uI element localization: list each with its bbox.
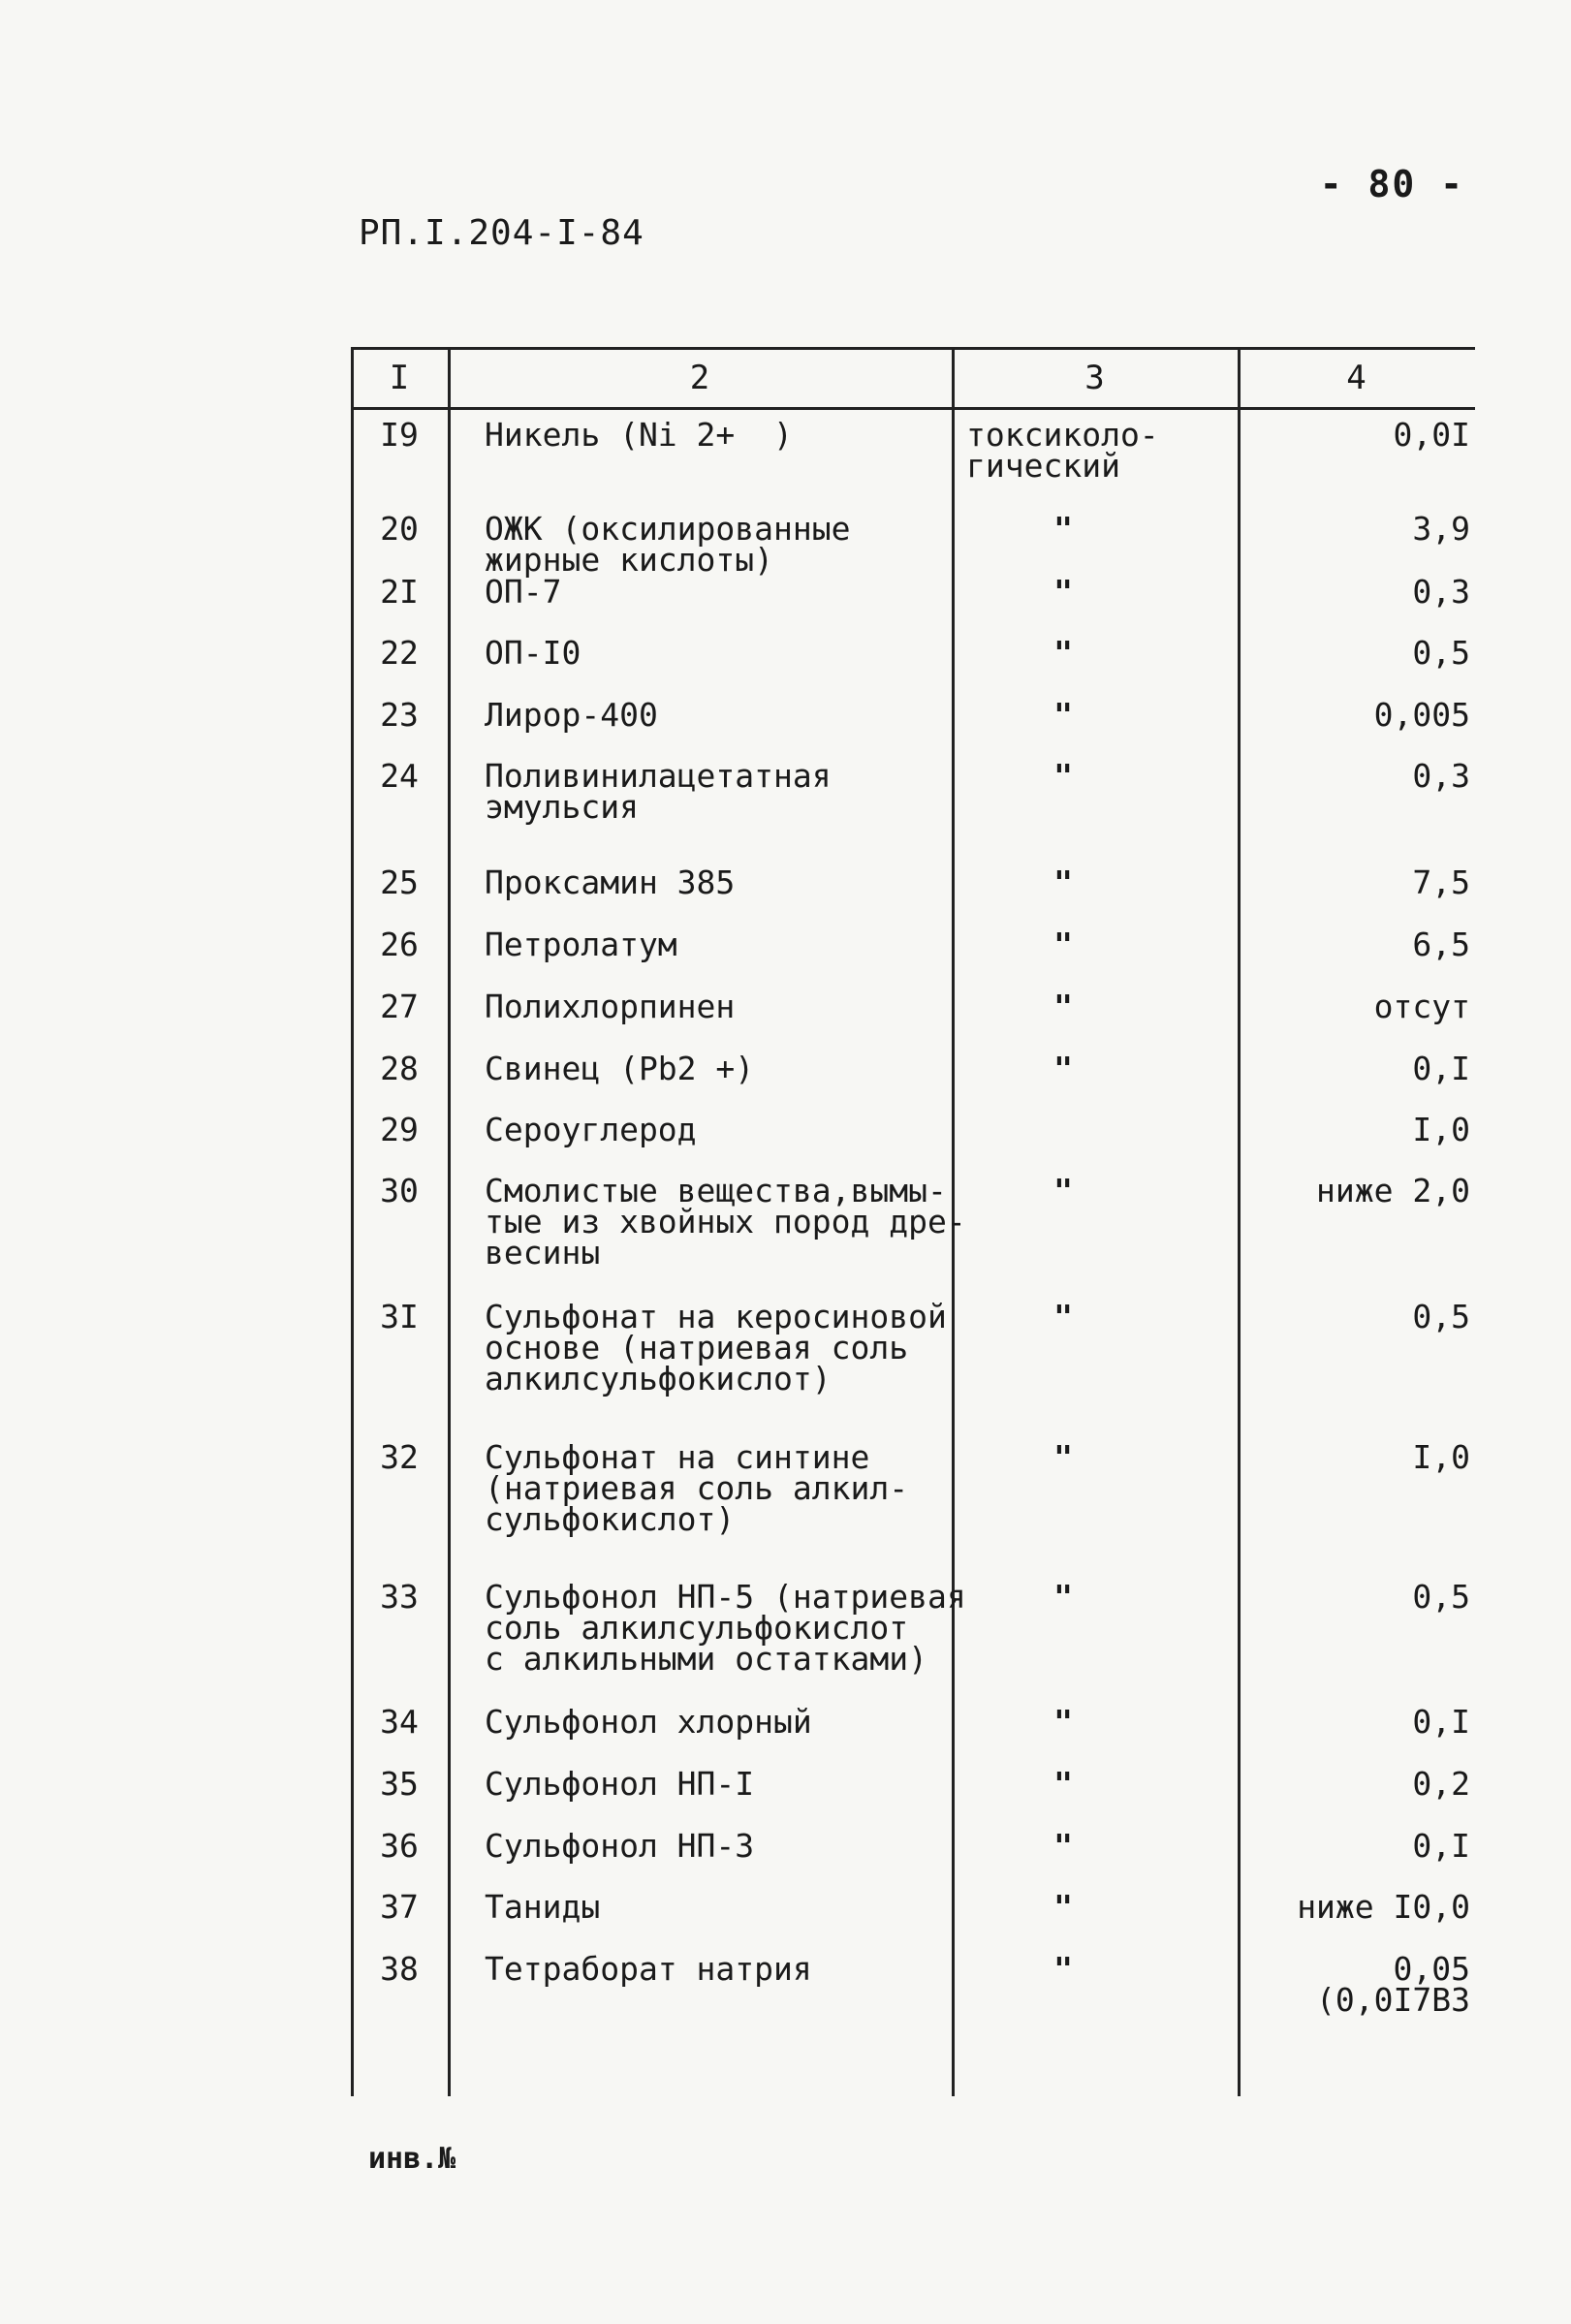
row-number: 28: [380, 1050, 419, 1087]
indicator-type: ": [1053, 988, 1073, 1025]
substance-name: Свинец (Pb2 +): [485, 1050, 755, 1087]
indicator-type: ": [1053, 1950, 1073, 1988]
indicator-type: ": [1053, 1050, 1073, 1087]
norm-value: 0,05 (0,0I7B3: [1316, 1950, 1470, 2019]
norm-value: 0,5: [1412, 1298, 1470, 1335]
norm-value: 0,005: [1373, 696, 1470, 734]
norm-value: 3,9: [1412, 510, 1470, 548]
norm-value: 0,3: [1412, 757, 1470, 795]
substance-name: Проксамин 385: [485, 864, 736, 901]
norm-value: 0,5: [1412, 634, 1470, 672]
table-rule: [1238, 347, 1241, 2096]
norm-value: 0,0I: [1393, 416, 1470, 454]
norm-value: 7,5: [1412, 864, 1470, 901]
indicator-type: ": [1053, 864, 1073, 901]
row-number: 24: [380, 757, 419, 795]
row-number: 33: [380, 1578, 419, 1616]
indicator-type: ": [1053, 1765, 1073, 1803]
substance-name: ОП-I0: [485, 634, 581, 672]
table-rule: [351, 407, 1475, 410]
row-number: 30: [380, 1172, 419, 1209]
norm-value: ниже I0,0: [1297, 1888, 1470, 1926]
table-rule: [448, 347, 451, 2096]
substance-name: Сульфонат на синтине (натриевая соль алкил- сульфокислот): [485, 1438, 909, 1538]
indicator-type: ": [1053, 1172, 1073, 1209]
substance-name: Никель (Ni 2+ ): [485, 416, 793, 454]
norm-value: 6,5: [1412, 926, 1470, 963]
norm-value: I,0: [1412, 1438, 1470, 1476]
norm-value: 0,I: [1412, 1050, 1470, 1087]
indicator-type: ": [1053, 757, 1073, 795]
substance-name: Сульфонол хлорный: [485, 1703, 812, 1741]
row-number: 38: [380, 1950, 419, 1988]
indicator-type: ": [1053, 573, 1073, 611]
substance-name: ОЖК (оксилированные жирные кислоты): [485, 510, 851, 579]
row-number: 3I: [380, 1298, 419, 1335]
substance-name: Сульфонол НП-I: [485, 1765, 755, 1803]
substance-name: Петролатум: [485, 926, 677, 963]
row-number: 29: [380, 1111, 419, 1148]
substance-name: Полихлорпинен: [485, 988, 736, 1025]
header-col-4: 4: [1346, 359, 1367, 397]
indicator-type: ": [1053, 634, 1073, 672]
substance-name: Тетраборат натрия: [485, 1950, 812, 1988]
page-number: - 80 -: [1319, 163, 1464, 205]
row-number: I9: [380, 416, 419, 454]
inventory-label: инв.№: [368, 2142, 456, 2176]
norm-value: 0,I: [1412, 1703, 1470, 1741]
substance-name: Лирор-400: [485, 696, 658, 734]
header-col-2: 2: [689, 359, 710, 397]
row-number: 37: [380, 1888, 419, 1926]
indicator-type: ": [1053, 1827, 1073, 1865]
norm-value: ниже 2,0: [1316, 1172, 1470, 1209]
norm-value: I,0: [1412, 1111, 1470, 1148]
document-code: РП.I.204-I-84: [359, 213, 644, 253]
indicator-type: ": [1053, 926, 1073, 963]
substance-name: Смолистые вещества,вымы- тые из хвойных пород дре- весины: [485, 1172, 966, 1272]
row-number: 26: [380, 926, 419, 963]
header-col-1: I: [389, 359, 410, 397]
indicator-type: ": [1053, 1578, 1073, 1616]
substance-name: Сероуглерод: [485, 1111, 697, 1148]
row-number: 27: [380, 988, 419, 1025]
norm-value: 0,I: [1412, 1827, 1470, 1865]
substance-name: Сульфонол НП-3: [485, 1827, 755, 1865]
indicator-type: ": [1053, 1438, 1073, 1476]
indicator-type: ": [1053, 510, 1073, 548]
row-number: 25: [380, 864, 419, 901]
row-number: 34: [380, 1703, 419, 1741]
row-number: 20: [380, 510, 419, 548]
table-rule: [351, 347, 1475, 350]
indicator-type: ": [1053, 1888, 1073, 1926]
substance-name: ОП-7: [485, 573, 562, 611]
substance-name: Сульфонат на керосиновой основе (натриевая соль алкилсульфокислот): [485, 1298, 947, 1398]
norm-value: 0,2: [1412, 1765, 1470, 1803]
indicator-type: ": [1053, 1298, 1073, 1335]
row-number: 23: [380, 696, 419, 734]
indicator-type: ": [1053, 696, 1073, 734]
row-number: 22: [380, 634, 419, 672]
header-col-3: 3: [1084, 359, 1105, 397]
row-number: 36: [380, 1827, 419, 1865]
row-number: 32: [380, 1438, 419, 1476]
substance-name: Таниды: [485, 1888, 601, 1926]
indicator-type: ": [1053, 1703, 1073, 1741]
norm-value: 0,5: [1412, 1578, 1470, 1616]
table-rule: [351, 347, 354, 2096]
norm-value: 0,3: [1412, 573, 1470, 611]
row-number: 35: [380, 1765, 419, 1803]
norm-value: отсут: [1373, 988, 1470, 1025]
data-table: [351, 347, 1475, 2096]
indicator-type: токсиколо- гический: [966, 416, 1159, 485]
row-number: 2I: [380, 573, 419, 611]
substance-name: Сульфонол НП-5 (натриевая соль алкилсульфокислот с алкильными остатками): [485, 1578, 966, 1678]
substance-name: Поливинилацетатная эмульсия: [485, 757, 832, 826]
